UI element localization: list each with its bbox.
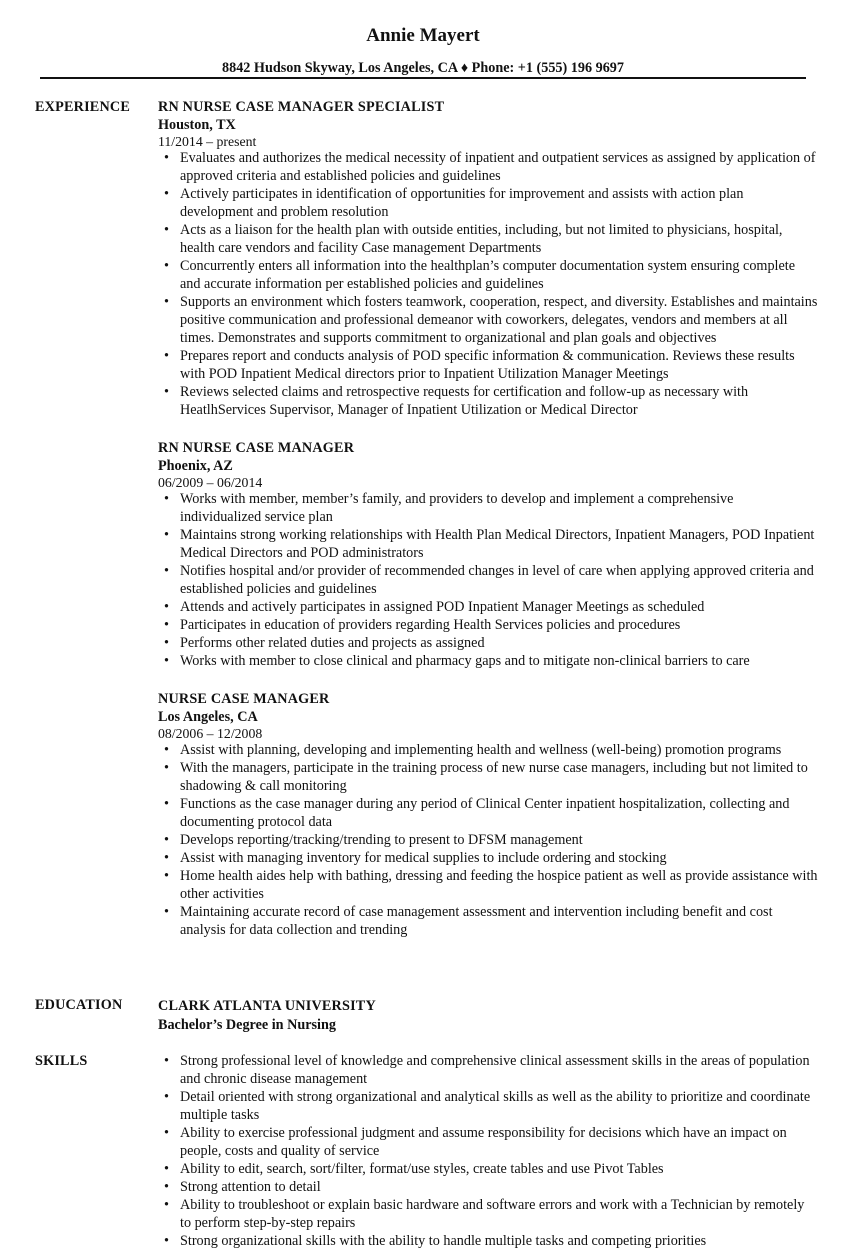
resume-header <box>0 22 846 77</box>
duty-text: Performs other related duties and projects as assigned <box>180 635 485 651</box>
skill-item <box>158 1232 818 1250</box>
duty-item <box>158 490 818 526</box>
bullet-icon: • <box>164 294 169 310</box>
job-entry <box>158 439 818 670</box>
skill-text: Strong professional level of knowledge and comprehensive clinical assessment skills in the areas of population and chronic disease management <box>180 1053 810 1087</box>
job-title: RN NURSE CASE MANAGER <box>158 440 355 456</box>
bullet-icon: • <box>164 1233 169 1249</box>
duty-item <box>158 795 818 831</box>
duty-item <box>158 831 818 849</box>
skill-text: Ability to edit, search, sort/filter, format/use styles, create tables and use Pivot Tables <box>180 1161 664 1177</box>
duty-text: Acts as a liaison for the health plan with outside entities, including, but not limited to physicians, hospital, health care vendors and facility Case management Departments <box>180 222 783 256</box>
duty-text: Prepares report and conducts analysis of POD specific information & communication. Reviews these results with POD Inpatient Medical directors prior to Inpatient Utilization Manager Meetings <box>180 348 795 382</box>
duty-text: Evaluates and authorizes the medical necessity of inpatient and outpatient services as assigned by application of approved criteria and established policies and guidelines <box>180 150 816 184</box>
bullet-icon: • <box>164 635 169 651</box>
duty-item <box>158 616 818 634</box>
duty-item <box>158 293 818 347</box>
bullet-icon: • <box>164 832 169 848</box>
bullet-icon: • <box>164 491 169 507</box>
duty-text: Maintaining accurate record of case management assessment and intervention including benefit and cost analysis for data collection and trending <box>180 904 773 938</box>
skill-item <box>158 1088 818 1124</box>
duty-item <box>158 221 818 257</box>
duty-text: Participates in education of providers regarding Health Services policies and procedures <box>180 617 681 633</box>
skill-text: Ability to troubleshoot or explain basic hardware and software errors and work with a Technician by remotely to perform step-by-step repairs <box>180 1197 805 1231</box>
bullet-icon: • <box>164 527 169 543</box>
duty-text: Reviews selected claims and retrospective requests for certification and follow-up as necessary with HeatlhServices Supervisor, Manager of Inpatient Utilization or Medical Director <box>180 384 749 418</box>
duty-text: Home health aides help with bathing, dressing and feeding the hospice patient as well as provide assistance with other activities <box>180 868 818 902</box>
skills-list-wrapper <box>158 1052 818 1250</box>
job-location: Houston, TX <box>158 117 236 133</box>
contact-line: 8842 Hudson Skyway, Los Angeles, CA ♦ Phone: +1 (555) 196 9697 <box>222 60 624 76</box>
duty-text: Assist with managing inventory for medical supplies to include ordering and stocking <box>180 850 667 866</box>
duty-item <box>158 903 818 939</box>
degree-name: Bachelor’s Degree in Nursing <box>158 1017 336 1033</box>
bullet-icon: • <box>164 1161 169 1177</box>
duty-item <box>158 849 818 867</box>
duty-item <box>158 562 818 598</box>
bullet-icon: • <box>164 796 169 812</box>
bullet-icon: • <box>164 1197 169 1213</box>
duty-text: With the managers, participate in the training process of new nurse case managers, including but not limited to shadowing & call monitoring <box>180 760 808 794</box>
skill-item <box>158 1160 818 1178</box>
job-dates: 11/2014 – present <box>158 134 257 149</box>
duty-text: Concurrently enters all information into the healthplan’s computer documentation system ensuring complete and accurate information per established policies and guidelines <box>180 258 796 292</box>
experience-list <box>158 98 818 959</box>
experience-heading: EXPERIENCE <box>35 99 131 115</box>
bullet-icon: • <box>164 904 169 920</box>
skill-text: Strong organizational skills with the ability to handle multiple tasks and competing priorities <box>180 1233 707 1249</box>
skill-item <box>158 1052 818 1088</box>
duty-item <box>158 526 818 562</box>
bullet-icon: • <box>164 348 169 364</box>
job-dates: 08/2006 – 12/2008 <box>158 726 263 741</box>
bullet-icon: • <box>164 384 169 400</box>
bullet-icon: • <box>164 1053 169 1069</box>
bullet-icon: • <box>164 599 169 615</box>
duty-item <box>158 257 818 293</box>
skill-text: Strong attention to detail <box>180 1179 321 1195</box>
bullet-icon: • <box>164 850 169 866</box>
bullet-icon: • <box>164 563 169 579</box>
job-entry <box>158 98 818 419</box>
skill-item <box>158 1178 818 1196</box>
duty-item <box>158 383 818 419</box>
education-entry <box>158 996 818 1034</box>
duty-item <box>158 652 818 670</box>
job-title: NURSE CASE MANAGER <box>158 691 330 707</box>
duty-text: Develops reporting/tracking/trending to present to DFSM management <box>180 832 583 848</box>
education-heading: EDUCATION <box>35 997 123 1013</box>
bullet-icon: • <box>164 1089 169 1105</box>
bullet-icon: • <box>164 150 169 166</box>
duty-text: Works with member, member’s family, and providers to develop and implement a comprehensive individualized service plan <box>180 491 734 525</box>
duty-item <box>158 149 818 185</box>
bullet-icon: • <box>164 1179 169 1195</box>
duty-text: Functions as the case manager during any period of Clinical Center inpatient hospitalization, collecting and documenting protocol data <box>180 796 790 830</box>
duty-item <box>158 759 818 795</box>
duty-text: Attends and actively participates in assigned POD Inpatient Manager Meetings as scheduled <box>180 599 705 615</box>
header-divider <box>40 77 806 79</box>
bullet-icon: • <box>164 1125 169 1141</box>
skills-list <box>158 1052 818 1250</box>
bullet-icon: • <box>164 653 169 669</box>
job-duties <box>158 149 818 419</box>
duty-text: Actively participates in identification of opportunities for improvement and assists with action plan development and problem resolution <box>180 186 744 220</box>
duty-item <box>158 741 818 759</box>
skill-item <box>158 1124 818 1160</box>
duty-item <box>158 634 818 652</box>
bullet-icon: • <box>164 186 169 202</box>
job-duties <box>158 741 818 939</box>
bullet-icon: • <box>164 742 169 758</box>
candidate-name: Annie Mayert <box>366 25 480 46</box>
bullet-icon: • <box>164 760 169 776</box>
duty-item <box>158 867 818 903</box>
duty-item <box>158 598 818 616</box>
school-name: CLARK ATLANTA UNIVERSITY <box>158 998 376 1014</box>
skill-text: Ability to exercise professional judgment and assume responsibility for decisions which have an impact on people, costs and quality of service <box>180 1125 787 1159</box>
job-dates: 06/2009 – 06/2014 <box>158 475 263 490</box>
bullet-icon: • <box>164 222 169 238</box>
bullet-icon: • <box>164 868 169 884</box>
duty-text: Maintains strong working relationships with Health Plan Medical Directors, Inpatient Managers, POD Inpatient Medical Directors and POD administrators <box>180 527 815 561</box>
job-title: RN NURSE CASE MANAGER SPECIALIST <box>158 99 445 115</box>
duty-text: Works with member to close clinical and pharmacy gaps and to mitigate non-clinical barriers to care <box>180 653 750 669</box>
job-entry <box>158 690 818 939</box>
duty-item <box>158 185 818 221</box>
skill-item <box>158 1196 818 1232</box>
bullet-icon: • <box>164 617 169 633</box>
job-duties <box>158 490 818 670</box>
duty-text: Assist with planning, developing and implementing health and wellness (well-being) promotion programs <box>180 742 782 758</box>
duty-item <box>158 347 818 383</box>
job-location: Los Angeles, CA <box>158 709 258 725</box>
bullet-icon: • <box>164 258 169 274</box>
duty-text: Supports an environment which fosters teamwork, cooperation, respect, and diversity. Establishes and maintains positive communication and professional demeanor with coworkers, delegates, vendors and members at all times. Demonstrates and supports commitment to organizational and plan goals and objectives <box>180 294 818 346</box>
job-location: Phoenix, AZ <box>158 458 233 474</box>
skill-text: Detail oriented with strong organizational and analytical skills as well as the ability to prioritize and coordinate multiple tasks <box>180 1089 811 1123</box>
duty-text: Notifies hospital and/or provider of recommended changes in level of care when applying approved criteria and established policies and guidelines <box>180 563 814 597</box>
skills-heading: SKILLS <box>35 1053 88 1069</box>
